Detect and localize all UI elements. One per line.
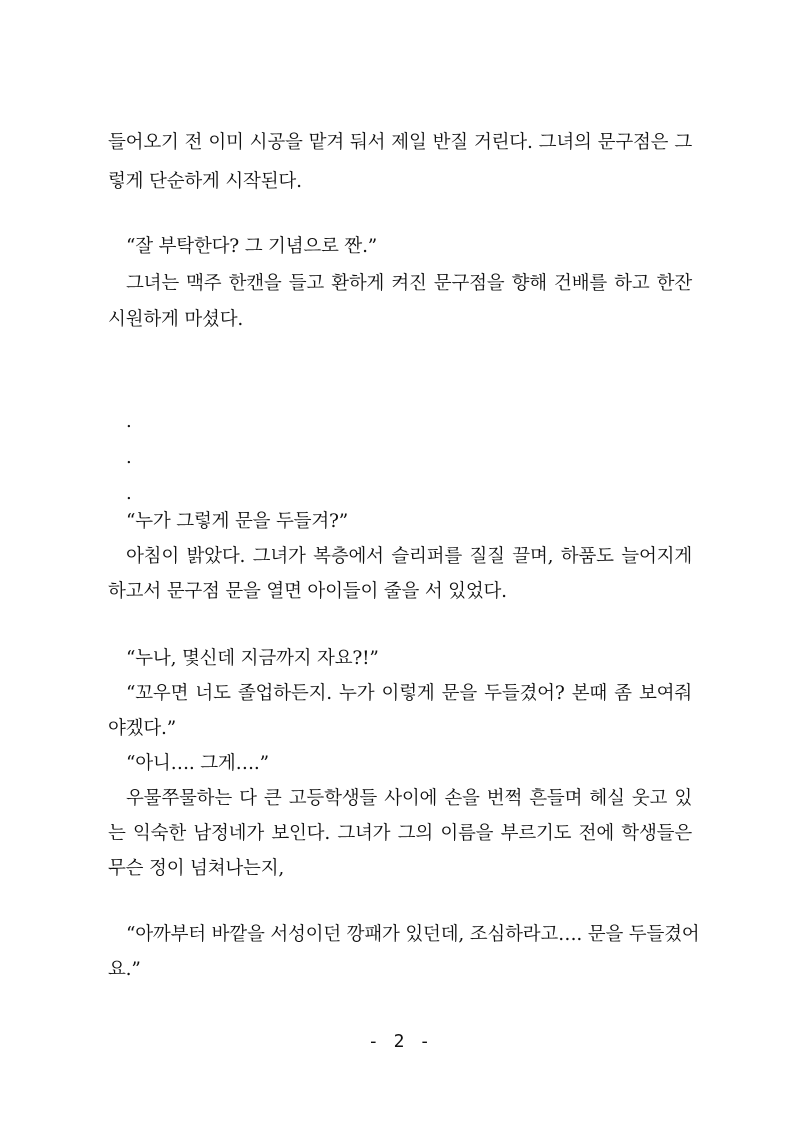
text-line: 는 익숙한 남정네가 보인다. 그녀가 그의 이름을 부르기도 전에 학생들은 bbox=[108, 823, 692, 844]
text-line: “누가 그렇게 문을 두들겨?” bbox=[126, 511, 348, 532]
text-line: 무슨 정이 넘쳐나는지, bbox=[108, 858, 285, 879]
text-line: 야겠다.” bbox=[108, 718, 176, 739]
text-line: “아니…. 그게….” bbox=[126, 753, 269, 774]
text-line: “꼬우면 너도 졸업하든지. 누가 이렇게 문을 두들겼어? 본때 좀 보여줘 bbox=[126, 683, 692, 704]
page-number: - 2 - bbox=[367, 1031, 433, 1052]
text-line: 렇게 단순하게 시작된다. bbox=[108, 171, 302, 192]
ellipsis-dot: . bbox=[126, 447, 132, 468]
text-line: 아침이 밝았다. 그녀가 복층에서 슬리퍼를 질질 끌며, 하품도 늘어지게 bbox=[126, 546, 692, 567]
text-line: 우물쭈물하는 다 큰 고등학생들 사이에 손을 번쩍 흔들며 헤실 웃고 있 bbox=[126, 788, 692, 809]
text-line: 그녀는 맥주 한캔을 들고 환하게 켜진 문구점을 향해 건배를 하고 한잔 bbox=[126, 273, 692, 294]
text-line: “잘 부탁한다? 그 기념으로 짠.” bbox=[126, 236, 378, 257]
ellipsis-dot: . bbox=[126, 411, 132, 432]
text-line: 들어오기 전 이미 시공을 맡겨 둬서 제일 반질 거린다. 그녀의 문구점은 그 bbox=[108, 132, 692, 153]
text-line: “아까부터 바깥을 서성이던 깡패가 있던데, 조심하라고…. 문을 두들겼어 bbox=[126, 924, 700, 945]
text-line: “누나, 몇신데 지금까지 자요?!” bbox=[126, 648, 379, 669]
ellipsis-dot: . bbox=[126, 483, 132, 504]
text-line: 요.” bbox=[108, 959, 141, 980]
text-line: 하고서 문구점 문을 열면 아이들이 줄을 서 있었다. bbox=[108, 581, 507, 602]
text-line: 시원하게 마셨다. bbox=[108, 309, 244, 330]
